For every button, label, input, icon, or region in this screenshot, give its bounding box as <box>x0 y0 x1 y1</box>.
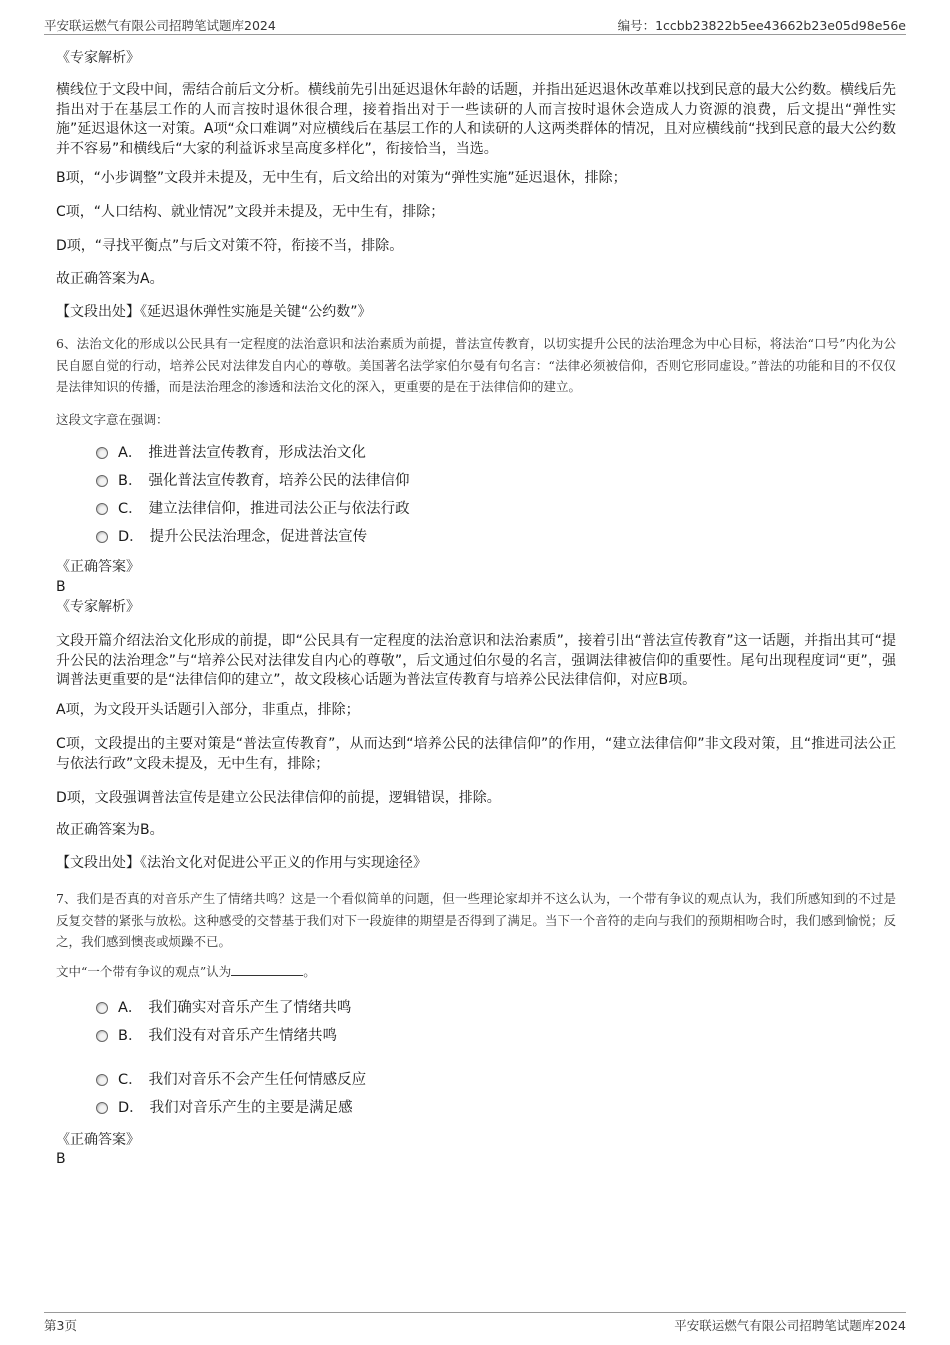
analysis-note-c: C项，“人口结构、就业情况”文段并未提及，无中生有，排除； <box>56 204 445 220</box>
expert-analysis-text: 文段开篇介绍法治文化形成的前提，即“公民具有一定程度的法治意识和法治素质”，接着引出“普法宣传教育”这一话题，并指出其可“提升公民的法治理念”与“培养公民对法律发自内心的尊敬”，后文通过伯尔曼的名言，强调法律被信仰的重要性。尾句出现程度词“更”，强调普法更重要的是“法律信仰的建立”，故文段核心话题为普法宣传教育与培养公民法律信仰，对应B项。 <box>56 633 896 688</box>
expert-analysis-label: 《专家解析》 <box>56 599 140 615</box>
analysis-note-c: C项，文段提出的主要对策是“普法宣传教育”，从而达到“培养公民的法律信仰”的作用，“建立法律信仰”非文段对策，且“推进司法公正与依法行政”文段未提及，无中生有，排除； <box>56 736 896 772</box>
passage-source: 【文段出处】《法治文化对促进公平正义的作用与实现途径》 <box>56 855 427 871</box>
radio-icon[interactable] <box>96 1030 108 1042</box>
passage-source: 【文段出处】《延迟退休弹性实施是关键“公约数”》 <box>56 304 372 320</box>
analysis-note-b: B项，“小步调整”文段并未提及，无中生有，后文给出的对策为“弹性实施”延迟退休，排除； <box>56 170 627 186</box>
correct-answer: B <box>56 579 66 595</box>
radio-icon[interactable] <box>96 1002 108 1014</box>
radio-icon[interactable] <box>96 475 108 487</box>
header-code: 编号：1ccbb23822b5ee43662b23e05d98e56e <box>617 18 906 33</box>
footer-title: 平安联运燃气有限公司招聘笔试题库2024 <box>674 1318 906 1333</box>
q6-option-a[interactable]: A． 推进普法宣传教育，形成法治文化 <box>96 442 366 464</box>
header-title: 平安联运燃气有限公司招聘笔试题库2024 <box>44 18 276 33</box>
q7-option-c[interactable]: C． 我们对音乐不会产生任何情感反应 <box>96 1069 366 1091</box>
correct-answer-label: 《正确答案》 <box>56 559 140 575</box>
radio-icon[interactable] <box>96 531 108 543</box>
page-footer <box>44 1312 906 1333</box>
expert-analysis-label: 《专家解析》 <box>56 50 140 66</box>
question-7-text: 7、我们是否真的对音乐产生了情绪共鸣？这是一个看似简单的问题，但一些理论家却并不这么认为，一个带有争议的观点认为，我们所感知到的不过是反复交替的紧张与放松。这种感受的交替基于我们对下一段旋律的期望是否得到了满足。当下一个音符的走向与我们的预期相吻合时，我们感到愉悦；反之，我们感到懊丧或烦躁不已。 <box>56 891 896 949</box>
analysis-conclusion: 故正确答案为B。 <box>56 822 164 838</box>
q6-option-d[interactable]: D． 提升公民法治理念，促进普法宣传 <box>96 526 367 548</box>
analysis-conclusion: 故正确答案为A。 <box>56 271 164 287</box>
analysis-note-d: D项，“寻找平衡点”与后文对策不符，衔接不当，排除。 <box>56 238 404 254</box>
question-6-prompt: 这段文字意在强调： <box>56 412 169 427</box>
correct-answer-label: 《正确答案》 <box>56 1132 140 1148</box>
q7-option-a[interactable]: A． 我们确实对音乐产生了情绪共鸣 <box>96 997 351 1019</box>
question-6-text: 6、法治文化的形成以公民具有一定程度的法治意识和法治素质为前提，普法宣传教育，以切实提升公民的法治理念为中心目标，将法治“口号”内化为公民自愿自觉的行动，培养公民对法律发自内心的尊敬。美国著名法学家伯尔曼有句名言：“法律必须被信仰，否则它形同虚设。”普法的功能和目的不仅仅是法律知识的传播，而是法治理念的渗透和法治文化的深入，更重要的是在于法律信仰的建立。 <box>56 336 896 394</box>
q7-option-d[interactable]: D． 我们对音乐产生的主要是满足感 <box>96 1097 353 1119</box>
radio-icon[interactable] <box>96 447 108 459</box>
q7-option-b[interactable]: B． 我们没有对音乐产生情绪共鸣 <box>96 1025 337 1047</box>
radio-icon[interactable] <box>96 1102 108 1114</box>
analysis-note-d: D项，文段强调普法宣传是建立公民法律信仰的前提，逻辑错误，排除。 <box>56 790 501 806</box>
q6-option-b[interactable]: B． 强化普法宣传教育，培养公民的法律信仰 <box>96 470 409 492</box>
analysis-note-a: A项，为文段开头话题引入部分，非重点，排除； <box>56 702 360 718</box>
page-number: 第3页 <box>44 1318 77 1333</box>
radio-icon[interactable] <box>96 503 108 515</box>
question-7-prompt: 文中“一个带有争议的观点”认为 。 <box>56 964 316 979</box>
answer-blank <box>231 963 303 976</box>
page-header <box>44 14 906 35</box>
correct-answer: B <box>56 1151 66 1167</box>
q6-option-c[interactable]: C． 建立法律信仰，推进司法公正与依法行政 <box>96 498 410 520</box>
radio-icon[interactable] <box>96 1074 108 1086</box>
expert-analysis-text: 横线位于文段中间，需结合前后文分析。横线前先引出延迟退休年龄的话题，并指出延迟退休改革难以找到民意的最大公约数。横线后先指出对于在基层工作的人而言按时退休很合理，接着指出对于一些读研的人而言按时退休会造成人力资源的浪费，后文提出“弹性实施”延迟退休这一对策。A项“众口难调”对应横线后在基层工作的人和读研的人这两类群体的情况，且对应横线前“找到民意的最大公约数并不容易”和横线后“大家的利益诉求呈高度多样化”，衔接恰当，当选。 <box>56 82 896 157</box>
